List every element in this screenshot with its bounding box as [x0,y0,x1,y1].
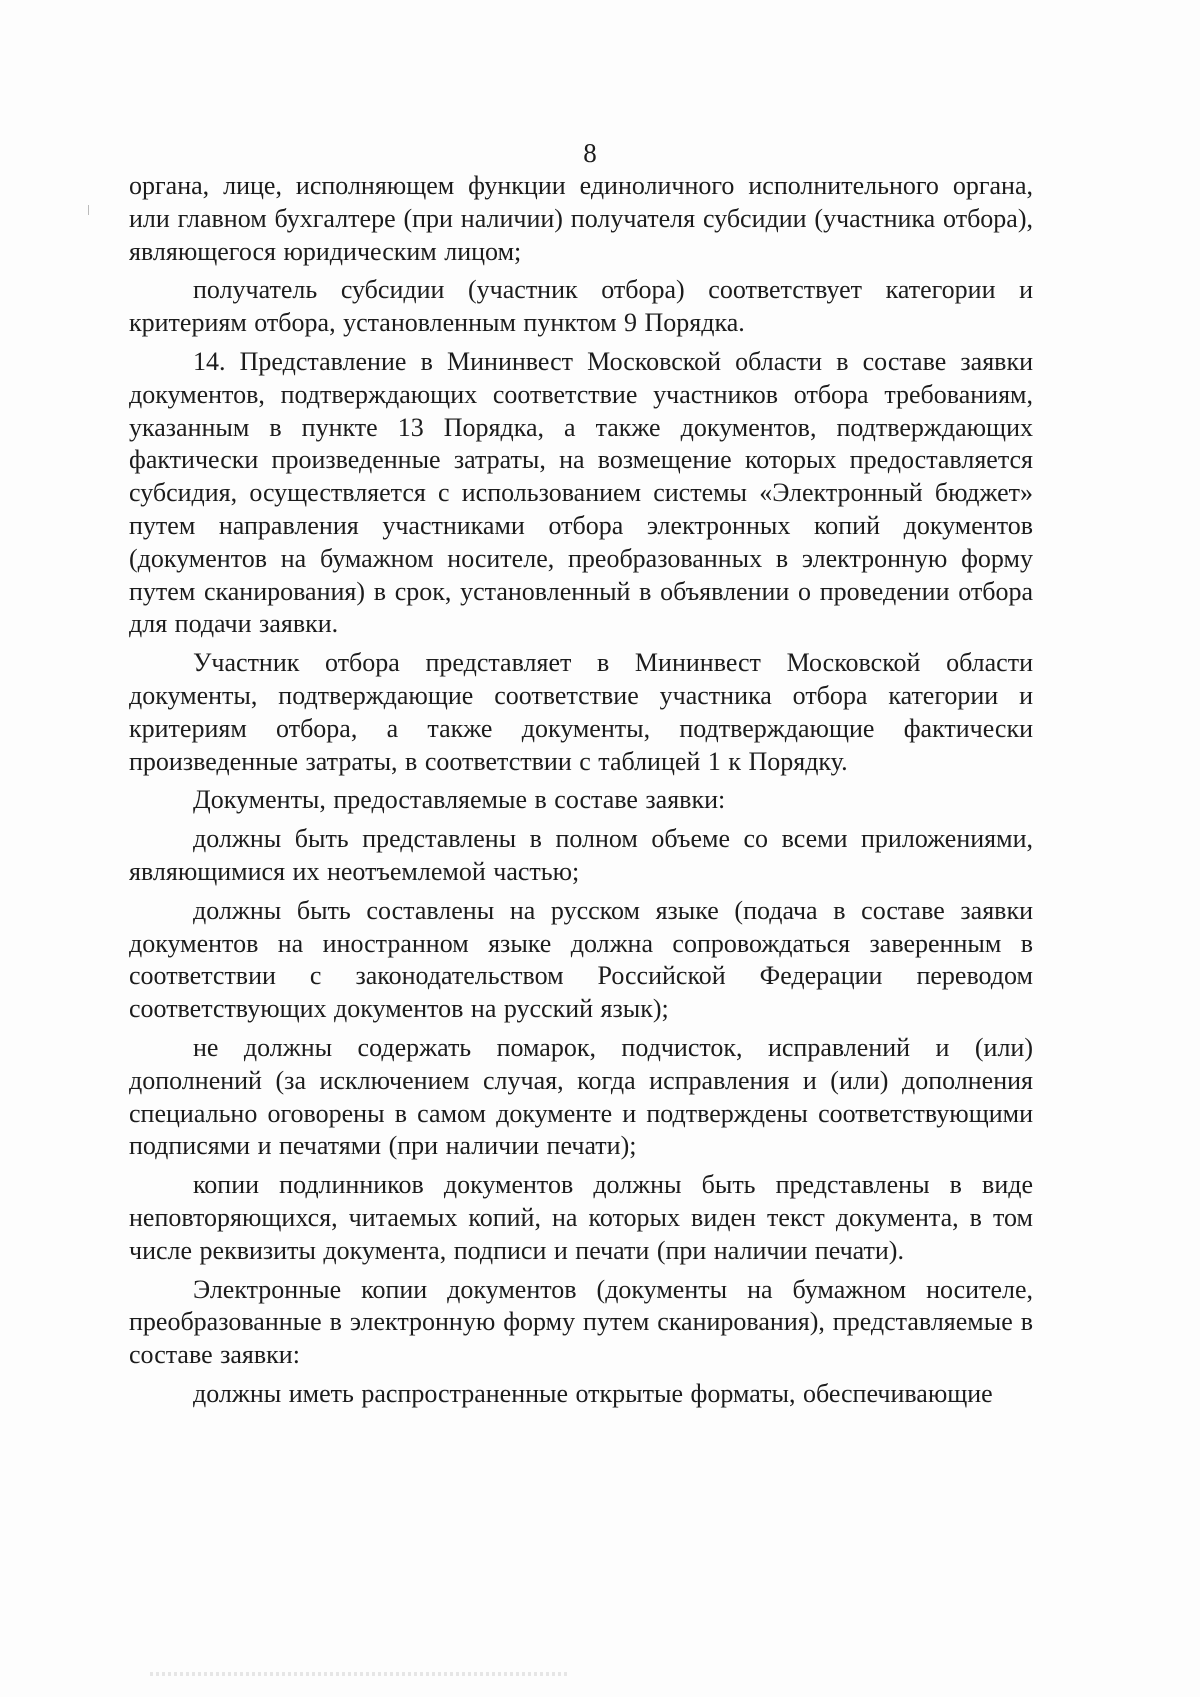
scan-artifact [88,205,89,215]
page-number: 8 [583,138,597,168]
paragraph-no-corrections: не должны содержать помарок, подчисток, исправлений и (или) дополнений (за исключением случая, когда исправления и (или) дополнения специально оговорены в самом документе и подтверждены соответствующими подписями и печатями (при наличии печати); [129,1032,1033,1161]
document-body [129,170,1033,1411]
footer-scan-artifact [150,1672,570,1676]
paragraph-participant-documents: Участник отбора представляет в Мининвест Московской области документы, подтверждающие соответствие участника отбора категории и критериям отбора, а также документы, подтверждающие фактически произведенные затраты, в соответствии с таблицей 1 к Порядку. [129,648,1033,776]
paragraph-documents-intro: Документы, предоставляемые в составе заявки: [193,785,726,815]
paragraph-continuation: органа, лице, исполняющем функции единоличного исполнительного органа, или главном бухгалтере (при наличии) получателя субсидии (участника отбора), являющегося юридическим лицом; [129,171,1033,266]
paragraph-criteria: получатель субсидии (участник отбора) соответствует категории и критериям отбора, установленным пунктом 9 Порядка. [129,275,1033,338]
paragraph-open-formats: должны иметь распространенные открытые форматы, обеспечивающие [193,1378,993,1408]
paragraph-russian-language: должны быть составлены на русском языке (подача в составе заявки документов на иностранном языке должна сопровождаться заверенным в соответствии с законодательством Российской Федерации переводом соответствующих документов на русский язык); [129,895,1033,1024]
paragraph-copies: копии подлинников документов должны быть представлены в виде неповторяющихся, читаемых копий, на которых виден текст документа, в том числе реквизиты документа, подписи и печати (при наличии печати). [129,1170,1033,1265]
paragraph-full-volume: должны быть представлены в полном объеме со всеми приложениями, являющимися их неотъемлемой частью; [129,824,1033,886]
paragraph-electronic-copies: Электронные копии документов (документы на бумажном носителе, преобразованные в электронную форму путем сканирования), представляемые в составе заявки: [129,1274,1033,1370]
paragraph-clause-14: 14. Представление в Мининвест Московской области в составе заявки документов, подтверждающих соответствие участников отбора требованиям, указанным в пункте 13 Порядка, а также документов, подтверждающих фактически произведенные затраты, на возмещение которых предоставляется субсидия, осуществляется с использованием системы «Электронный бюджет» путем направления участниками отбора электронных копий документов (документов на бумажном носителе, преобразованных в электронную форму путем сканирования) в срок, установленный в объявлении о проведении отбора для подачи заявки. [129,346,1033,639]
